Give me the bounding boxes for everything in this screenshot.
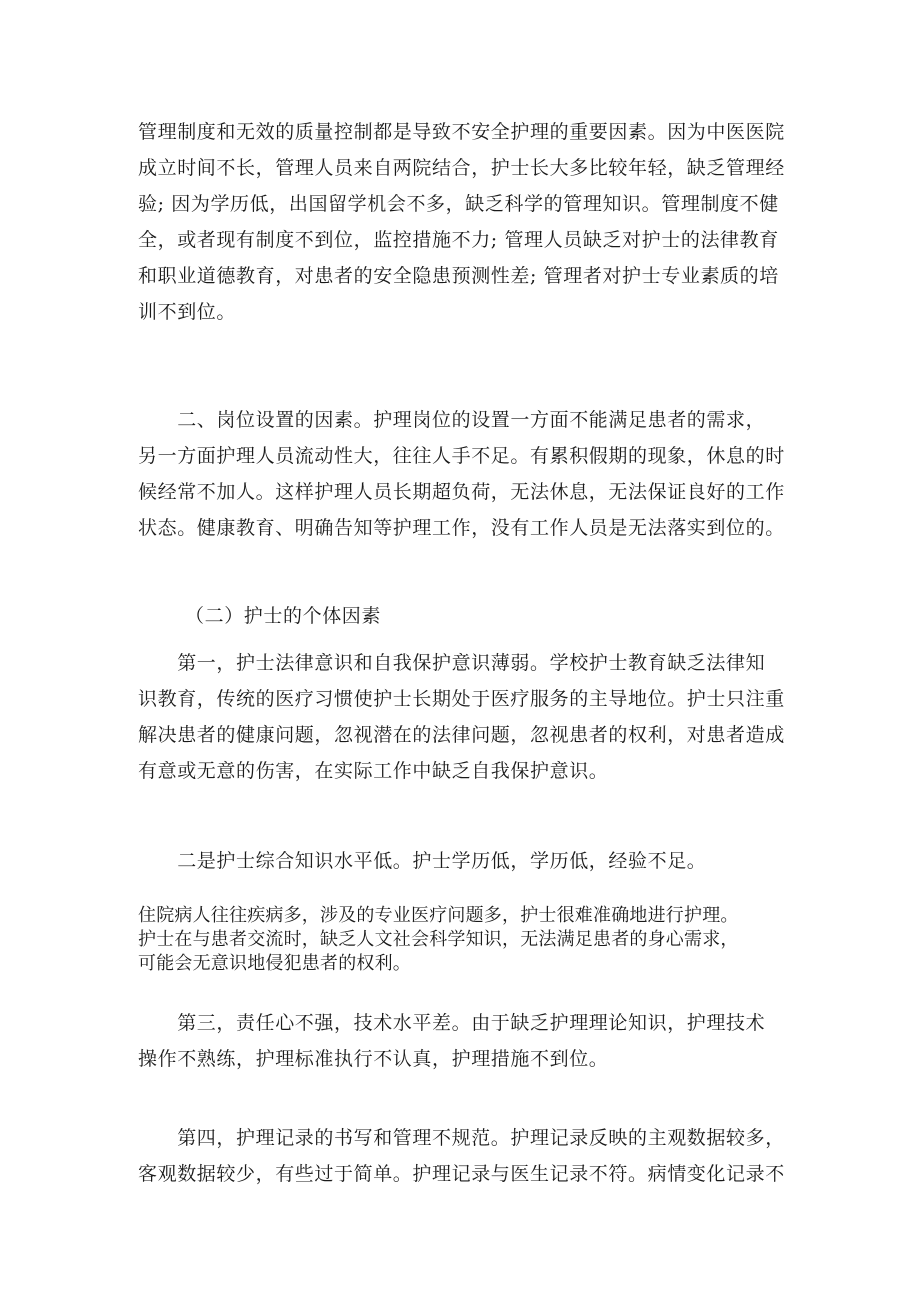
text-line: 全，或者现有制度不到位，监控措施不力; 管理人员缺乏对护士的法律教育: [138, 229, 779, 251]
text-line: 第一，护士法律意识和自我保护意识薄弱。学校护士教育缺乏法律知: [138, 652, 766, 674]
text-line: 验; 因为学历低，出国留学机会不多，缺乏科学的管理知识。管理制度不健: [138, 193, 779, 215]
paragraph-legal-awareness: [138, 645, 798, 789]
text-line: 另一方面护理人员流动性大，往往人手不足。有累积假期的现象，休息的时: [138, 445, 785, 467]
text-line: 二、岗位设置的因素。护理岗位的设置一方面不能满足患者的需求，: [138, 409, 766, 431]
text-line: 可能会无意识地侵犯患者的权利。: [138, 953, 411, 974]
text-line: 护士在与患者交流时，缺乏人文社会科学知识，无法满足患者的身心需求，: [138, 929, 739, 950]
text-line: 训不到位。: [138, 301, 237, 323]
section-heading: （二）护士的个体因素: [185, 605, 382, 627]
text-line: 管理制度和无效的质量控制都是导致不安全护理的重要因素。因为中医医院: [138, 121, 785, 143]
text-line: 客观数据较少，有些过于简单。护理记录与医生记录不符。病情变化记录不: [138, 1163, 785, 1185]
text-line: 候经常不加人。这样护理人员长期超负荷，无法休息，无法保证良好的工作: [138, 481, 785, 503]
text-line: 第三，责任心不强，技术水平差。由于缺乏护理理论知识，护理技术: [138, 1012, 766, 1034]
text-line: 操作不熟练，护理标准执行不认真，护理措施不到位。: [138, 1048, 609, 1070]
text-line: 二是护士综合知识水平低。护士学历低，学历低，经验不足。: [138, 850, 707, 872]
text-line: 解决患者的健康问题，忽视潜在的法律问题，忽视患者的权利，对患者造成: [138, 724, 785, 746]
text-line: 第四，护理记录的书写和管理不规范。护理记录反映的主观数据较多，: [138, 1127, 785, 1149]
paragraph-management-factors: [138, 114, 798, 330]
text-line: 识教育，传统的医疗习惯使护士长期处于医疗服务的主导地位。护士只注重: [138, 688, 785, 710]
paragraph-inpatient-issues: [138, 904, 798, 976]
text-line: 成立时间不长，管理人员来自两院结合，护士长大多比较年轻，缺乏管理经: [138, 157, 785, 179]
text-line: 住院病人往往疾病多，涉及的专业医疗问题多，护士很难准确地进行护理。: [138, 905, 739, 926]
paragraph-responsibility: [138, 1005, 798, 1077]
paragraph-knowledge-level: [138, 843, 798, 879]
text-line: 有意或无意的伤害，在实际工作中缺乏自我保护意识。: [138, 760, 609, 782]
text-line: 状态。健康教育、明确告知等护理工作，没有工作人员是无法落实到位的。: [138, 517, 785, 539]
paragraph-nursing-records: [138, 1120, 798, 1192]
text-line: 和职业道德教育，对患者的安全隐患预测性差; 管理者对护士专业素质的培: [138, 265, 779, 287]
paragraph-post-setting-factors: [138, 402, 798, 546]
